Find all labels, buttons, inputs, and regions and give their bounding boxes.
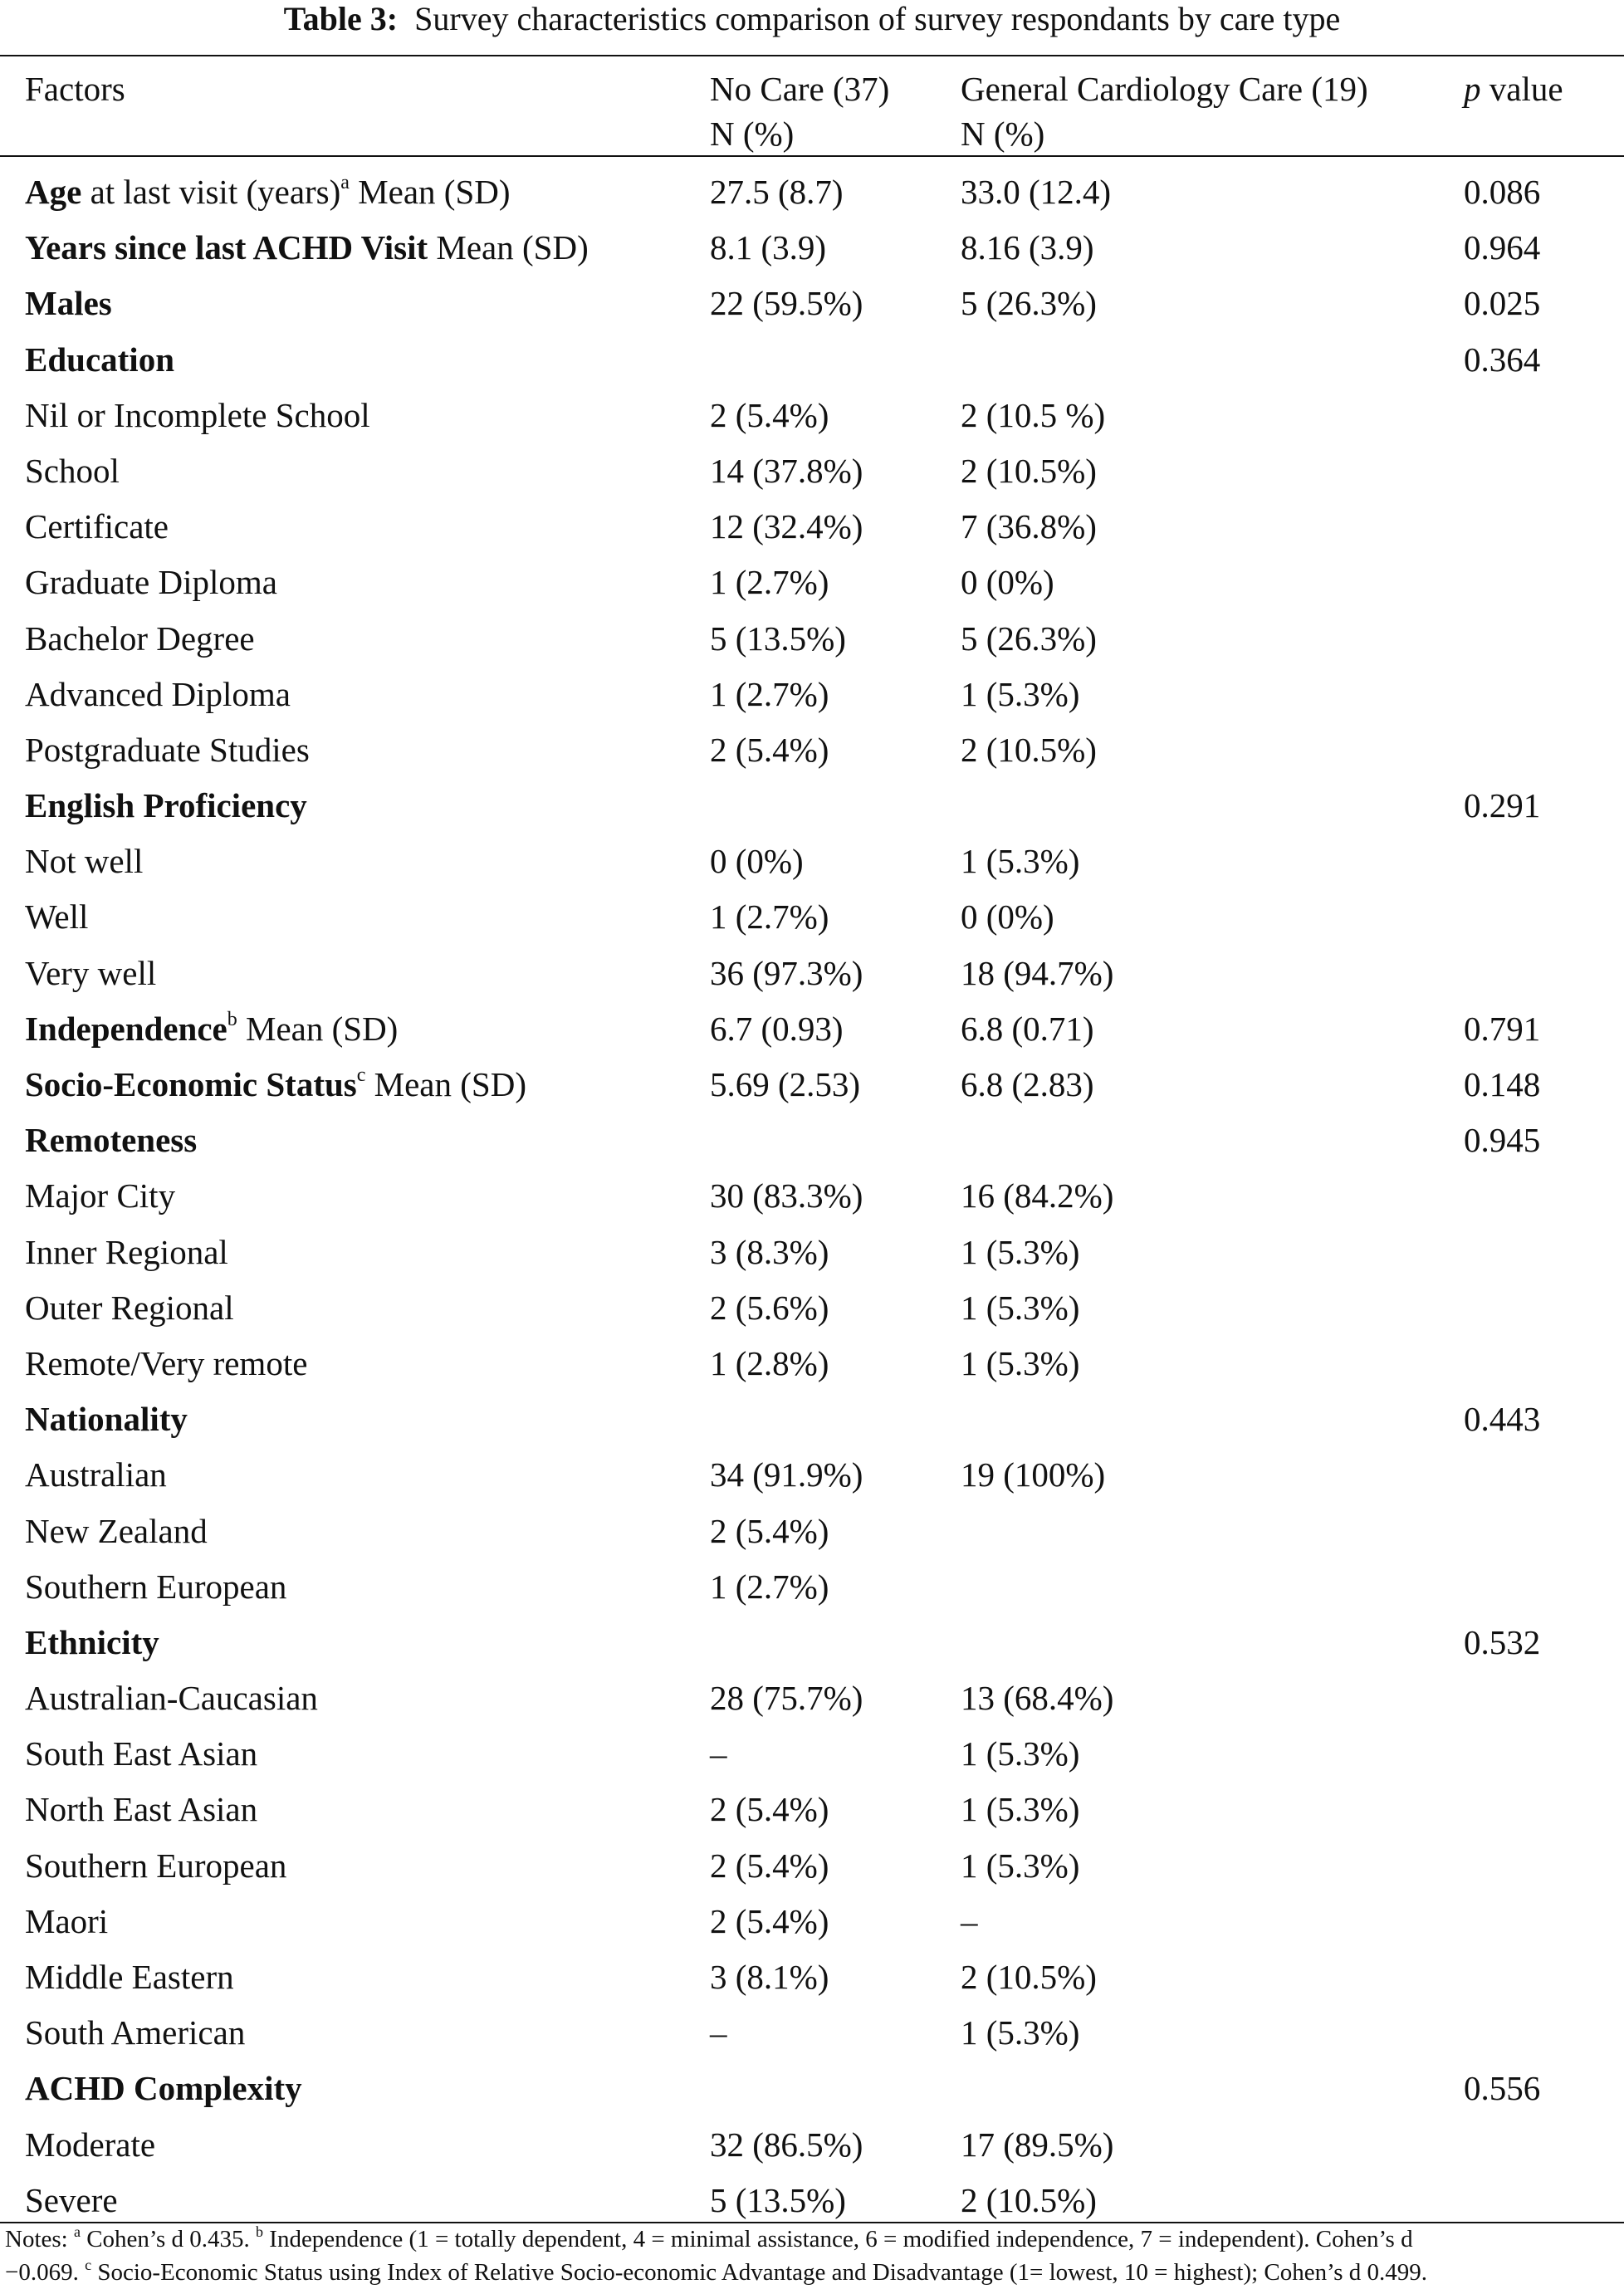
header-bottom-rule	[0, 155, 1624, 157]
table-row	[0, 1894, 1624, 1949]
p-value-cell: 0.964	[1464, 228, 1541, 267]
no-care-cell: 5.69 (2.53)	[710, 1065, 861, 1103]
p-value-cell: 0.025	[1464, 284, 1541, 323]
table-row	[0, 2117, 1624, 2173]
header-general-cardiology-title: General Cardiology Care (19)	[961, 70, 1368, 108]
table-row	[0, 1949, 1624, 2005]
table-row	[0, 499, 1624, 555]
no-care-cell: –	[710, 1734, 727, 1773]
no-care-cell: 22 (59.5%)	[710, 284, 863, 323]
p-value-cell: 0.791	[1464, 1009, 1541, 1048]
general-cardiology-cell: 2 (10.5%)	[961, 1958, 1097, 1996]
table-caption	[0, 0, 1624, 38]
general-cardiology-cell: 5 (26.3%)	[961, 619, 1097, 658]
p-value-cell: 0.086	[1464, 173, 1541, 211]
no-care-cell: 1 (2.7%)	[710, 563, 829, 602]
table-top-rule	[0, 55, 1624, 56]
factor-cell: Severe	[25, 2180, 118, 2219]
general-cardiology-cell: 1 (5.3%)	[961, 1232, 1080, 1271]
factor-cell: New Zealand	[25, 1511, 208, 1550]
factor-cell: Certificate	[25, 507, 169, 546]
general-cardiology-cell: 1 (5.3%)	[961, 1343, 1080, 1382]
p-value-cell: 0.148	[1464, 1065, 1541, 1103]
general-cardiology-cell: 1 (5.3%)	[961, 1288, 1080, 1327]
general-cardiology-cell: 0 (0%)	[961, 563, 1054, 602]
table-row	[0, 164, 1624, 220]
table-row	[0, 1280, 1624, 1336]
table-row	[0, 778, 1624, 834]
factor-cell: Nil or Incomplete School	[25, 395, 370, 434]
general-cardiology-cell: 1 (5.3%)	[961, 1790, 1080, 1829]
notes-line-2: −0.069. $^c$ Socio-Economic Status using Index of Relative Socio-economic Advantage and Disadvantage (1= lowest, 10 = highest); Cohen’s d 0.499.	[5, 2257, 1427, 2286]
factor-cell: Middle Eastern	[25, 1958, 234, 1996]
general-cardiology-cell: 17 (89.5%)	[961, 2125, 1114, 2164]
table-row	[0, 388, 1624, 443]
factor-cell: Not well	[25, 842, 144, 881]
general-cardiology-cell: 7 (36.8%)	[961, 507, 1097, 546]
no-care-cell: –	[710, 2013, 727, 2052]
no-care-cell: 3 (8.3%)	[710, 1232, 829, 1271]
general-cardiology-cell: 2 (10.5 %)	[961, 395, 1106, 434]
factor-cell: Nationality	[25, 1400, 188, 1439]
factor-cell: ACHD Complexity	[25, 2069, 302, 2108]
no-care-cell: 12 (32.4%)	[710, 507, 863, 546]
general-cardiology-cell: 1 (5.3%)	[961, 842, 1080, 881]
caption-text: Survey characteristics comparison of survey respondants by care type	[414, 0, 1341, 37]
factor-cell: Moderate	[25, 2125, 156, 2164]
header-no-care-title: No Care (37)	[710, 70, 890, 108]
table-row	[0, 1670, 1624, 1726]
factor-cell: School	[25, 451, 120, 490]
p-value-cell: 0.532	[1464, 1622, 1541, 1661]
general-cardiology-cell: 8.16 (3.9)	[961, 228, 1094, 267]
table-row	[0, 1391, 1624, 1447]
factor-cell: Inner Regional	[25, 1232, 228, 1271]
table-row	[0, 2061, 1624, 2116]
no-care-cell: 1 (2.7%)	[710, 1567, 829, 1606]
general-cardiology-cell: 19 (100%)	[961, 1455, 1106, 1494]
general-cardiology-cell: 13 (68.4%)	[961, 1679, 1114, 1718]
general-cardiology-cell: 5 (26.3%)	[961, 284, 1097, 323]
no-care-cell: 30 (83.3%)	[710, 1176, 863, 1215]
table-row	[0, 834, 1624, 889]
no-care-cell: 32 (86.5%)	[710, 2125, 863, 2164]
table-row	[0, 1838, 1624, 1894]
table-row	[0, 667, 1624, 722]
factor-cell: Australian-Caucasian	[25, 1679, 318, 1718]
factor-cell: Education	[25, 340, 174, 379]
factor-cell: Southern European	[25, 1846, 287, 1885]
header-general-cardiology-unit: N (%)	[961, 115, 1045, 153]
factor-cell: Graduate Diploma	[25, 563, 277, 602]
p-value-cell: 0.443	[1464, 1400, 1541, 1439]
table-row	[0, 1001, 1624, 1057]
general-cardiology-cell: 33.0 (12.4)	[961, 173, 1112, 211]
factor-cell: Major City	[25, 1176, 176, 1215]
factor-cell: Independence$^b$ Mean (SD)	[25, 1008, 399, 1048]
factor-cell: Southern European	[25, 1567, 287, 1606]
general-cardiology-cell: 0 (0%)	[961, 898, 1054, 937]
table-row	[0, 1113, 1624, 1168]
table-row	[0, 2005, 1624, 2061]
general-cardiology-cell: 18 (94.7%)	[961, 953, 1114, 992]
factor-cell: South East Asian	[25, 1734, 258, 1773]
table-row	[0, 889, 1624, 945]
table-row	[0, 220, 1624, 276]
no-care-cell: 8.1 (3.9)	[710, 228, 827, 267]
header-p-value: p value	[1464, 70, 1563, 108]
factor-cell: Outer Regional	[25, 1288, 234, 1327]
no-care-cell: 28 (75.7%)	[710, 1679, 863, 1718]
table-row	[0, 1726, 1624, 1782]
table-row	[0, 1447, 1624, 1503]
general-cardiology-cell: 2 (10.5%)	[961, 730, 1097, 769]
table-row	[0, 2173, 1624, 2228]
factor-cell: Maori	[25, 1901, 109, 1940]
general-cardiology-cell: 1 (5.3%)	[961, 1846, 1080, 1885]
no-care-cell: 5 (13.5%)	[710, 619, 846, 658]
general-cardiology-cell: 6.8 (0.71)	[961, 1009, 1094, 1048]
no-care-cell: 2 (5.4%)	[710, 1511, 829, 1550]
table-row	[0, 443, 1624, 499]
no-care-cell: 27.5 (8.7)	[710, 173, 844, 211]
table-row	[0, 1168, 1624, 1224]
factor-cell: Ethnicity	[25, 1622, 159, 1661]
general-cardiology-cell: 2 (10.5%)	[961, 2180, 1097, 2219]
factor-cell: Advanced Diploma	[25, 674, 291, 713]
no-care-cell: 2 (5.4%)	[710, 1901, 829, 1940]
no-care-cell: 34 (91.9%)	[710, 1455, 863, 1494]
table-row	[0, 1615, 1624, 1670]
general-cardiology-cell: 1 (5.3%)	[961, 2013, 1080, 2052]
no-care-cell: 0 (0%)	[710, 842, 804, 881]
no-care-cell: 2 (5.4%)	[710, 1846, 829, 1885]
general-cardiology-cell: 2 (10.5%)	[961, 451, 1097, 490]
factor-cell: Remoteness	[25, 1121, 198, 1160]
p-value-cell: 0.945	[1464, 1121, 1541, 1160]
factor-cell: Well	[25, 898, 89, 937]
factor-cell: Socio-Economic Status$^c$ Mean (SD)	[25, 1064, 526, 1103]
p-value-cell: 0.556	[1464, 2069, 1541, 2108]
table-row	[0, 1225, 1624, 1280]
table-row	[0, 1057, 1624, 1113]
table-row	[0, 611, 1624, 667]
general-cardiology-cell: –	[961, 1901, 978, 1940]
factor-cell: Age at last visit (years)$^a$ Mean (SD)	[25, 172, 511, 211]
no-care-cell: 2 (5.6%)	[710, 1288, 829, 1327]
table-row	[0, 1336, 1624, 1391]
no-care-cell: 36 (97.3%)	[710, 953, 863, 992]
header-factors: Factors	[25, 70, 125, 108]
no-care-cell: 6.7 (0.93)	[710, 1009, 844, 1048]
table-row	[0, 1782, 1624, 1837]
no-care-cell: 5 (13.5%)	[710, 2180, 846, 2219]
factor-cell: Bachelor Degree	[25, 619, 255, 658]
factor-cell: Postgraduate Studies	[25, 730, 310, 769]
no-care-cell: 1 (2.7%)	[710, 898, 829, 937]
general-cardiology-cell: 1 (5.3%)	[961, 674, 1080, 713]
no-care-cell: 3 (8.1%)	[710, 1958, 829, 1996]
table-row	[0, 946, 1624, 1001]
table-row	[0, 332, 1624, 388]
factor-cell: Very well	[25, 953, 157, 992]
table-row	[0, 1559, 1624, 1615]
header-general-cardiology	[961, 66, 1368, 156]
table-row	[0, 722, 1624, 778]
table-row	[0, 276, 1624, 331]
no-care-cell: 2 (5.4%)	[710, 395, 829, 434]
table-notes	[5, 2223, 1624, 2289]
no-care-cell: 2 (5.4%)	[710, 1790, 829, 1829]
factor-cell: Males	[25, 284, 112, 323]
caption-label: Table 3:	[283, 0, 399, 37]
no-care-cell: 1 (2.8%)	[710, 1343, 829, 1382]
factor-cell: Remote/Very remote	[25, 1343, 308, 1382]
factor-cell: Years since last ACHD Visit Mean (SD)	[25, 228, 589, 267]
table-row	[0, 1504, 1624, 1559]
table-row	[0, 555, 1624, 610]
no-care-cell: 14 (37.8%)	[710, 451, 863, 490]
header-no-care-unit: N (%)	[710, 115, 795, 153]
p-value-cell: 0.291	[1464, 786, 1541, 825]
general-cardiology-cell: 16 (84.2%)	[961, 1176, 1114, 1215]
factor-cell: South American	[25, 2013, 246, 2052]
factor-cell: Australian	[25, 1455, 167, 1494]
table-body	[0, 164, 1624, 2228]
notes-line-1: Notes: $^a$ Cohen’s d 0.435. $^b$ Independence (1 = totally dependent, 4 = minimal assistance, 6 = modified independence, 7 = independent). Cohen’s d	[5, 2223, 1413, 2252]
general-cardiology-cell: 1 (5.3%)	[961, 1734, 1080, 1773]
factor-cell: North East Asian	[25, 1790, 258, 1829]
no-care-cell: 1 (2.7%)	[710, 674, 829, 713]
general-cardiology-cell: 6.8 (2.83)	[961, 1065, 1094, 1103]
p-value-cell: 0.364	[1464, 340, 1541, 379]
header-no-care	[710, 66, 889, 156]
factor-cell: English Proficiency	[25, 786, 307, 825]
no-care-cell: 2 (5.4%)	[710, 730, 829, 769]
